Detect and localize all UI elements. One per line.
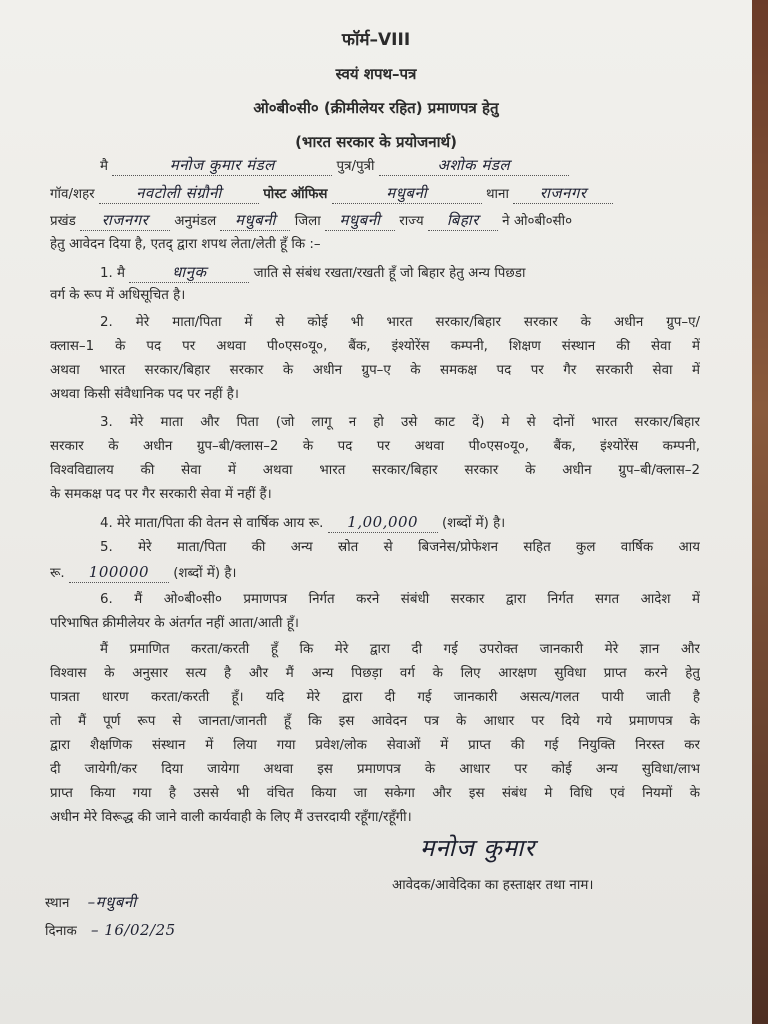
place-line (45, 892, 305, 914)
point-3-line-2: सरकार के अधीन ग्रुप–बी/क्लास–2 के पद पर अथवा पी०एस०यू०, बैंक, इंश्योरेंस कम्पनी, (50, 439, 700, 454)
doc-purpose: (भारत सरकार के प्रयोजनार्थ) (295, 133, 457, 151)
signature-caption: आवेदक/आवेदिका का हस्ताक्षर तथा नाम। (392, 878, 594, 893)
date-line (45, 920, 305, 942)
point-2-line-4: अथवा किसी संवैधानिक पद पर नहीं है। (50, 387, 239, 402)
declaration-line-4: तो मैं पूर्ण रूप से जानता/जानती हूँ कि इस आवेदन पत्र के आधार पर दिये गये प्रमाणपत्र के (50, 714, 700, 729)
declaration-line-6: दी जायेगी/कर दिया जायेगा अथवा इस प्रमाणपत्र के आधार पर कोई अन्य सुविधा/लाभ (50, 762, 700, 777)
applicant-name: मनोज कुमार मंडल (112, 155, 332, 176)
doc-subtitle: ओ०बी०सी० (क्रीमीलेयर रहित) प्रमाणपत्र हेतु (253, 99, 499, 117)
post-office: मधुबनी (332, 183, 482, 204)
intro-line-3: प्रखंड राजनगर अनुमंडल मधुबनी जिला मधुबनी राज्य बिहार ने ओ०बी०सी० (50, 211, 573, 229)
point-5-line-1: 5. मेरे माता/पिता की अन्य स्रोत से बिजनेस/प्रोफेशन सहित कुल वार्षिक आय (100, 540, 700, 555)
subdivision-name: मधुबनी (220, 210, 290, 231)
point-2-line-1: 2. मेरे माता/पिता में से कोई भी भारत सरकार/बिहार सरकार के अधीन ग्रुप–ए/ (100, 315, 700, 330)
intro-line-1: मै मनोज कुमार मंडल पुत्र/पुत्री अशोक मंडल (100, 155, 660, 177)
caste-name: धानुक (129, 262, 249, 283)
block-name: राजनगर (80, 210, 170, 231)
total-income: 100000 (69, 562, 169, 583)
point-4-line: 4. मेरे माता/पिता की वेतन से वार्षिक आय रू. 1,00,000 (शब्दों में) है। (100, 513, 506, 531)
point-2-line-3: अथवा भारत सरकार/बिहार सरकार के अधीन ग्रुप–ए के समकक्ष पद पर गैर सरकारी सेवा में (50, 363, 700, 378)
declaration-line-1: मैं प्रमाणित करता/करती हूँ कि मेरे द्वारा दी गई उपरोक्त जानकारी मेरे ज्ञान और (100, 642, 700, 657)
declaration-line-5: द्वारा शैक्षणिक संस्थान में लिया गया प्रवेश/लोक सेवाओं में प्राप्त की गई नियुक्ति निरस्त कर (50, 738, 700, 753)
point-3-line-4: के समकक्ष पद पर गैर सरकारी सेवा में नहीं हैं। (50, 487, 272, 502)
point-2-line-2: क्लास–1 के पद पर अथवा पी०एस०यू०, बैंक, इंश्योरेंस कम्पनी, शिक्षण संस्थान की सेवा में (50, 339, 700, 354)
declaration-line-2: विश्वास के अनुसार सत्य है और मैं अन्य पिछड़ा वर्ग के लिए आरक्षण सुविधा प्राप्त करने हेतु (50, 666, 700, 681)
handwritten-signature: मनोज कुमार (420, 834, 536, 862)
state-name: बिहार (428, 210, 498, 231)
point-3-line-3: विश्वविद्यालय की सेवा में अथवा भारत सरकार/बिहार सरकार के अधीन ग्रुप–बी/क्लास–2 (50, 463, 700, 478)
declaration-line-8: अधीन मेरे विरूद्ध की जाने वाली कार्यवाही के लिए मैं उत्तरदायी रहूँगा/रहूँगी। (50, 810, 412, 825)
point-3-line-1: 3. मेरे माता और पिता (जो लागू न हो उसे काट दें) मे से दोनों भारत सरकार/बिहार (100, 415, 700, 430)
date-label: दिनाक (45, 924, 77, 939)
declaration-line-3: पात्रता धारण करता/करती हूँ। यदि मेरे द्वारा दी गई जानकारी असत्य/गलत पायी जाती है (50, 690, 700, 705)
father-name: अशोक मंडल (379, 155, 569, 176)
place-value: –मधुबनी (87, 893, 137, 911)
intro-line-4: हेतु आवेदन दिया है, एतद् द्वारा शपथ लेता/लेती हूँ कि :– (50, 237, 321, 252)
thana-name: राजनगर (513, 183, 613, 204)
doc-title: स्वयं शपथ–पत्र (335, 65, 417, 83)
form-number: फॉर्म–VIII (341, 30, 411, 50)
point-1-line-2: वर्ग के रूप में अधिसूचित है। (50, 288, 186, 303)
declaration-line-7: प्राप्त किया गया है उससे भी वंचित किया जा सकेगा और इस संबंध मे विधि एवं नियमों के (50, 786, 700, 801)
village-name: नवटोली संग्रौनी (99, 183, 259, 204)
point-6-line-2: परिभाषित क्रीमीलेयर के अंतर्गत नहीं आता/आती हूँ। (50, 616, 299, 631)
point-5-line-2: रू. 100000 (शब्दों में) है। (50, 563, 237, 581)
salary-income: 1,00,000 (328, 512, 438, 533)
point-1-line-1: 1. मै धानुक जाति से संबंध रखता/रखती हूँ जो बिहार हेतु अन्य पिछडा (100, 263, 526, 281)
place-label: स्थान (45, 896, 70, 911)
point-6-line-1: 6. मैं ओ०बी०सी० प्रमाणपत्र निर्गत करने संबंधी सरकार द्वारा निर्गत सगत आदेश में (100, 592, 700, 607)
intro-line-2: गॉव/शहर नवटोली संग्रौनी पोस्ट ऑफिस मधुबनी थाना राजनगर (50, 183, 710, 205)
date-value: – 16/02/25 (91, 921, 176, 939)
district-name: मधुबनी (325, 210, 395, 231)
